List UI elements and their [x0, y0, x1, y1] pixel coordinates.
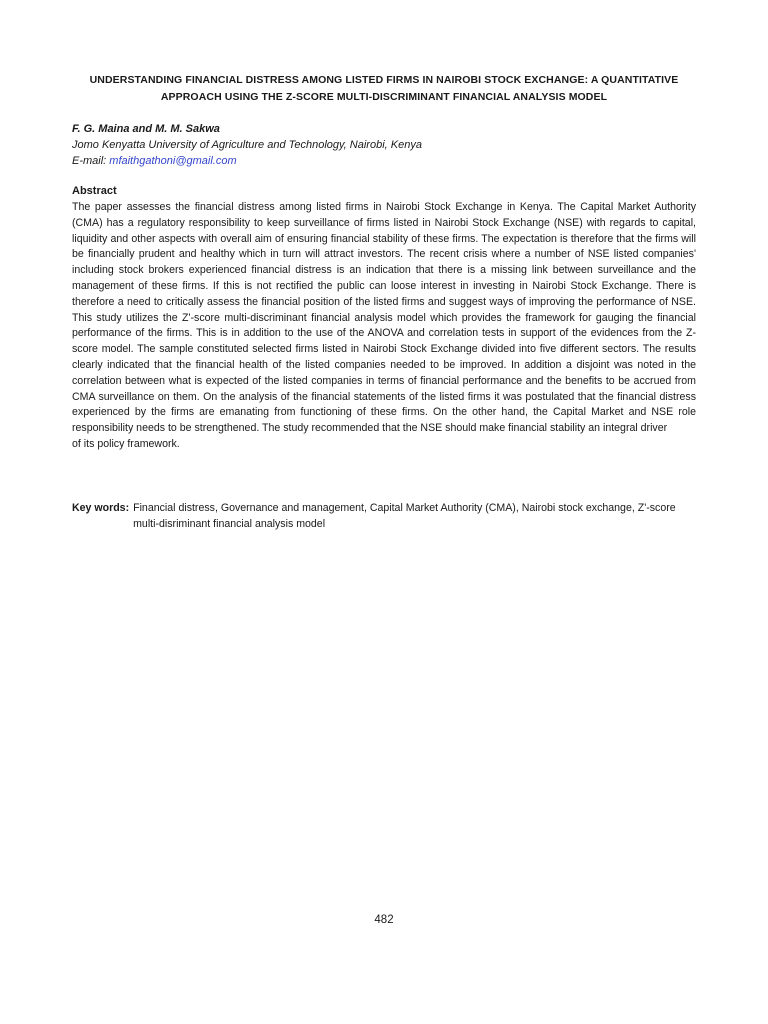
author-block	[72, 121, 692, 169]
keywords-text: Financial distress, Governance and management, Capital Market Authority (CMA), Nairobi stock exchange, Z'-score multi-disriminant financial analysis model	[133, 502, 676, 530]
author-email-line	[72, 153, 692, 169]
author-affiliation: Jomo Kenyatta University of Agriculture and Technology, Nairobi, Kenya	[72, 139, 422, 151]
keywords-label: Key words:	[72, 502, 130, 514]
abstract-body	[72, 200, 696, 453]
page-number: 482	[374, 914, 394, 926]
email-link[interactable]: mfaithgathoni@gmail.com	[109, 155, 237, 167]
email-label: E-mail:	[72, 155, 110, 167]
keywords	[72, 501, 696, 533]
paper-title: UNDERSTANDING FINANCIAL DISTRESS AMONG LISTED FIRMS IN NAIROBI STOCK EXCHANGE: A QUANTITATIVE APPROACH USING THE Z-SCORE MULTI-DISCRIMINANT FINANCIAL ANALYSIS MODEL	[89, 74, 679, 103]
abstract-heading: Abstract	[72, 185, 117, 197]
abstract-paragraph: The paper assesses the financial distress among listed firms in Nairobi Stock Exchange in Kenya. The Capital Market Authority (CMA) has a regulatory responsibility to keep surveillance of firms listed in Nairobi Stock Exchange (NSE) with regards to capital, liquidity and other aspects with overall aim of ensuring financial stability of these firms. The expectation is therefore that the firms will be financially prudent and healthy which in turn will attract investors. The recent crisis where a number of NSE listed companies' including stock brokers experienced financial distress is an indication that there is a missing link between surveillance and the management of these firms. If this is not rectified the public can loose interest in investing in Nairobi Stock Exchange. There is therefore a need to critically assess the financial position of the listed firms and suggest ways of improving the performance of NSE. This study utilizes the Z'-score multi-discriminant financial analysis model which provides the framework for gauging the financial performance of the firms. This is in addition to the use of the ANOVA and correlation tests in support of the evidences from the Z-score model. The sample constituted selected firms listed in Nairobi Stock Exchange divided into five different sectors. The results clearly indicated that the financial health of the listed companies needed to be improved. In addition a disjoint was noted in the correlation between what is expected of the listed companies in terms of financial performance and the benefits to be accrued from CMA surveillance on them. On the analysis of the financial statements of the listed firms it was postulated that the financial distress experienced by the firms are emanating from functioning of these firms. On the other hand, the Capital Market and NSE role responsibility needs to be strengthened. The study recommended that the NSE should make financial stability an integral driver	[72, 201, 696, 435]
abstract-tail: of its policy framework.	[72, 437, 180, 450]
author-names: F. G. Maina and M. M. Sakwa	[72, 123, 220, 135]
